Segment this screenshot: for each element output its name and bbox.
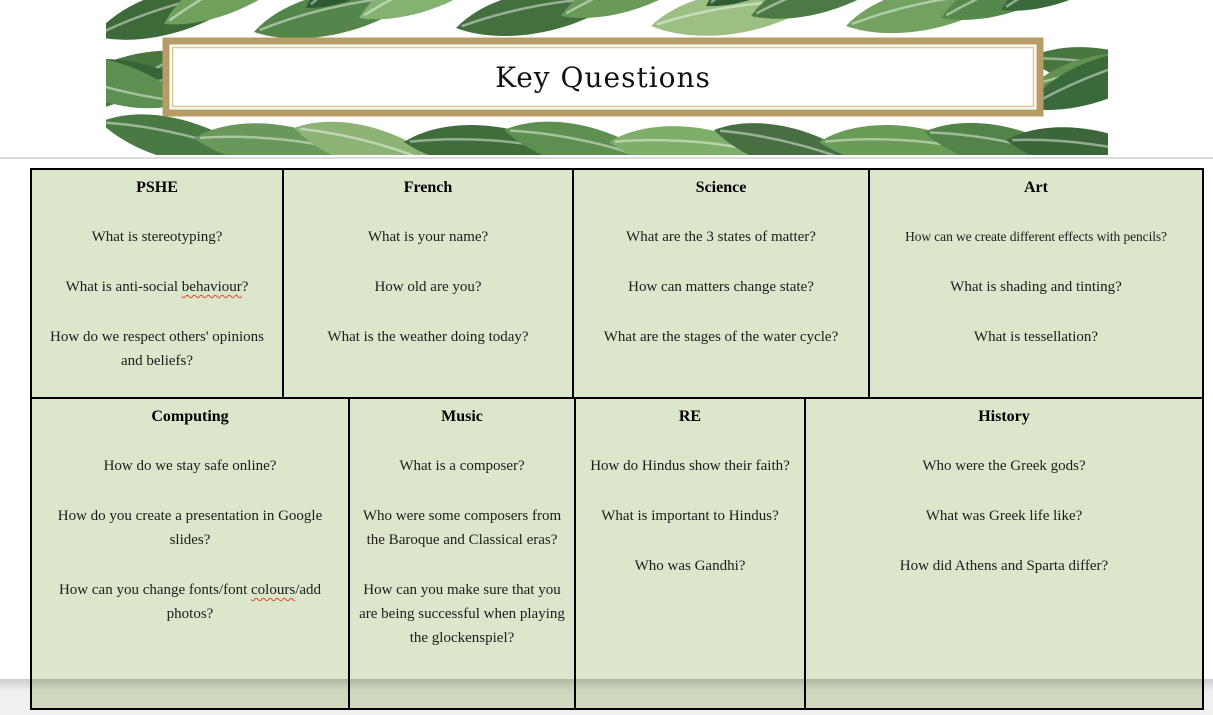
subject-cell-computing[interactable]	[32, 399, 350, 708]
question: How do we respect others' opinions and beliefs?	[50, 329, 264, 369]
question: What is tessellation?	[973, 329, 1099, 345]
question	[38, 275, 276, 299]
question: How do we stay safe online?	[103, 458, 277, 474]
subject-heading: Art	[1024, 179, 1048, 196]
subject-cell-music[interactable]	[350, 399, 576, 708]
subject-heading: French	[403, 179, 453, 196]
question: What are the stages of the water cycle?	[603, 329, 839, 345]
subject-cell-pshe[interactable]	[32, 170, 284, 397]
question: What is your name?	[367, 229, 489, 245]
page-title: Key Questions	[495, 60, 711, 94]
question: What is a composer?	[399, 458, 525, 474]
misspelled-word: behaviour	[181, 279, 242, 295]
question: What is stereotyping?	[91, 229, 223, 245]
question: How old are you?	[374, 279, 482, 295]
key-questions-table	[30, 168, 1204, 710]
subject-cell-french[interactable]	[284, 170, 574, 397]
subject-cell-science[interactable]	[574, 170, 870, 397]
subject-cell-art[interactable]	[870, 170, 1202, 397]
subject-heading: Music	[441, 408, 483, 425]
subject-cell-re[interactable]	[576, 399, 806, 708]
question-text: How can you change fonts/font	[58, 582, 252, 598]
table-row	[32, 399, 1202, 708]
question: Who were some composers from the Baroque and Classical eras?	[362, 508, 562, 548]
section-divider	[0, 157, 1213, 159]
question: What is the weather doing today?	[327, 329, 529, 345]
key-questions-banner[interactable]	[106, 0, 1108, 155]
question-text: What is anti-social	[65, 279, 182, 295]
question: How can matters change state?	[628, 279, 814, 295]
question: What is important to Hindus?	[601, 508, 779, 524]
subject-cell-history[interactable]	[806, 399, 1202, 708]
question	[38, 578, 342, 626]
question: How can we create different effects with pencils?	[905, 229, 1167, 244]
subject-heading: Science	[695, 179, 747, 196]
question-text: /add photos?	[166, 582, 322, 622]
question: How can you make sure that you are being successful when playing the glockenspiel?	[359, 582, 565, 646]
question: Who were the Greek gods?	[922, 458, 1086, 474]
question: What is shading and tinting?	[950, 279, 1122, 295]
question: How do Hindus show their faith?	[590, 458, 790, 474]
question: What was Greek life like?	[925, 508, 1083, 524]
table-row	[32, 170, 1202, 399]
subject-heading: History	[978, 408, 1030, 425]
question-text: ?	[241, 279, 249, 295]
subject-heading: RE	[678, 408, 702, 425]
subject-heading: PSHE	[136, 179, 178, 196]
question: How do you create a presentation in Google slides?	[57, 508, 323, 548]
question: Who was Gandhi?	[634, 558, 746, 574]
question: What are the 3 states of matter?	[626, 229, 816, 245]
question: How did Athens and Sparta differ?	[899, 558, 1109, 574]
misspelled-word: colours	[251, 582, 296, 598]
subject-heading: Computing	[151, 408, 229, 425]
